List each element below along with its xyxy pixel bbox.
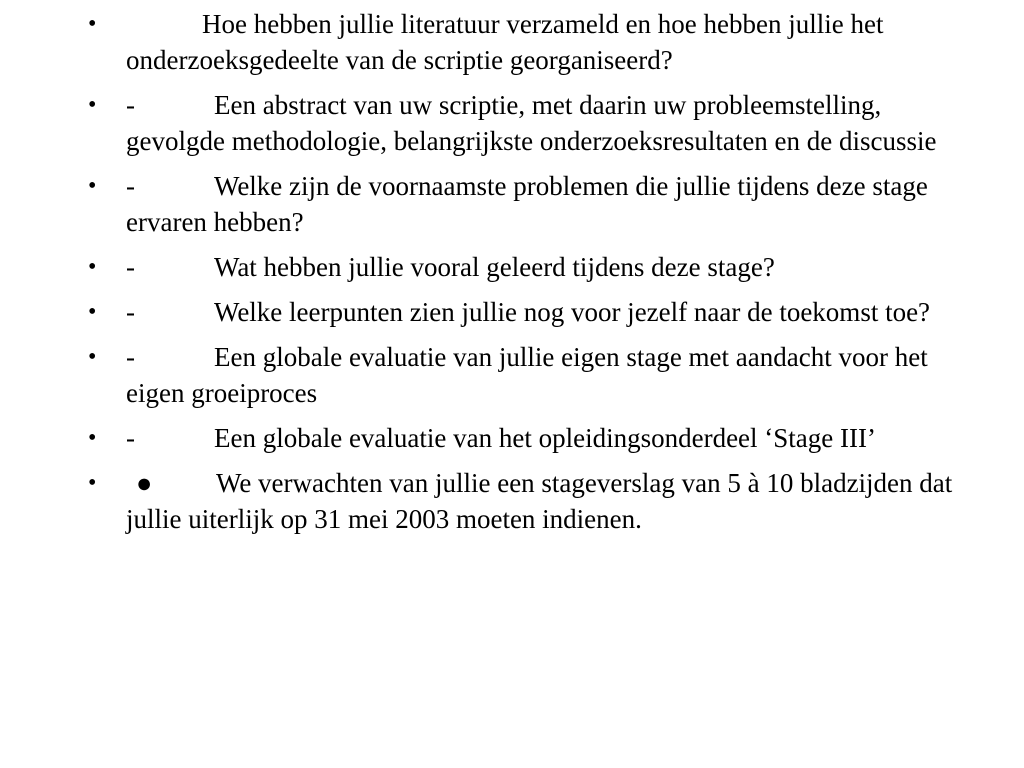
- item-prefix: -: [126, 342, 135, 372]
- item-prefix: -: [126, 297, 135, 327]
- bullet-icon: •: [88, 92, 97, 118]
- item-text: Een globale evaluatie van het opleidingsonderdeel ‘Stage III’: [214, 423, 876, 453]
- list-item: [0, 6, 1024, 78]
- list-item: [0, 249, 1024, 285]
- item-prefix: -: [126, 171, 135, 201]
- list-item: [0, 339, 1024, 411]
- item-text: Hoe hebben jullie literatuur verzameld en hoe hebben jullie het onderzoeksgedeelte van de scriptie georganiseerd?: [126, 9, 884, 75]
- item-text: Een globale evaluatie van jullie eigen stage met aandacht voor het eigen groeiproces: [126, 342, 928, 408]
- bullet-icon: •: [88, 299, 97, 325]
- list-item: [0, 465, 1024, 537]
- list-item: [0, 87, 1024, 159]
- item-prefix: -: [126, 423, 135, 453]
- bullet-icon: •: [88, 344, 97, 370]
- item-prefix: -: [126, 90, 135, 120]
- bullet-icon: •: [88, 11, 97, 37]
- bullet-icon: •: [88, 254, 97, 280]
- item-text: We verwachten van jullie een stageverslag van 5 à 10 bladzijden dat jullie uiterlijk op 31 mei 2003 moeten indienen.: [126, 468, 953, 534]
- item-text: Welke leerpunten zien jullie nog voor jezelf naar de toekomst toe?: [214, 297, 931, 327]
- list-item: [0, 294, 1024, 330]
- bullet-list: [0, 6, 1024, 546]
- list-item: [0, 420, 1024, 456]
- bullet-icon: •: [88, 425, 97, 451]
- list-item: [0, 168, 1024, 240]
- bullet-icon: •: [88, 173, 97, 199]
- item-text: Een abstract van uw scriptie, met daarin uw probleemstelling, gevolgde methodologie, belangrijkste onderzoeksresultaten en de discussie: [126, 90, 937, 156]
- item-prefix: ●: [136, 468, 153, 498]
- bullet-icon: •: [88, 470, 97, 496]
- item-prefix: -: [126, 252, 135, 282]
- item-text: Wat hebben jullie vooral geleerd tijdens deze stage?: [214, 252, 775, 282]
- item-text: Welke zijn de voornaamste problemen die jullie tijdens deze stage ervaren hebben?: [126, 171, 928, 237]
